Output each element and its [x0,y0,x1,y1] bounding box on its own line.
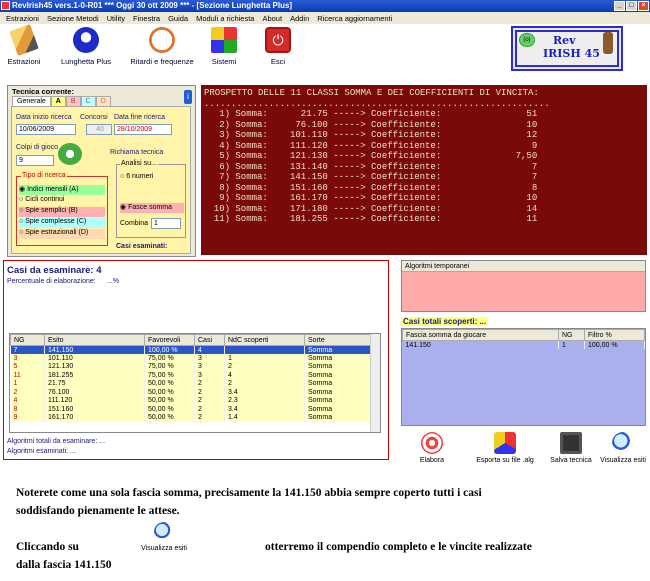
note-line-1: Noterete come una sola fascia somma, precisamente la 141.150 abbia sempre coperto tutti i casi [16,487,482,499]
title-bar [0,0,650,12]
inline-visualizza-esiti: Visualizza esiti [138,522,190,552]
data-fine-field[interactable]: 28/10/2009 [114,124,172,135]
lottery-icon [73,27,99,53]
tab-b[interactable]: B [66,96,81,106]
prospetto-console [201,85,647,255]
col-esito[interactable]: Esito [45,335,145,346]
algo-totali: Algoritmi totali da esaminare: ... [7,438,106,445]
menu-moduli[interactable]: Moduli a richiesta [196,13,255,23]
prospetto-row: 2) Somma: 76.100 -----> Coefficiente: 10 [219,119,538,130]
note-line-2: soddisfando pienamente le attese. [16,505,180,517]
tecnica-inner [11,106,191,254]
lunghetta-plus-button[interactable]: Lunghetta Plus [56,27,116,66]
grid-icon [211,27,237,53]
tipo-indici-mensili[interactable]: ◉ Indici mensili (A) [19,185,105,195]
scoperti-grid[interactable] [401,328,646,426]
close-button[interactable]: × [638,1,649,11]
ritardi-frequenze-button[interactable]: Ritardi e frequenze [124,27,200,66]
algo-esaminati: Algoritmi esaminati: ... [7,448,76,455]
salva-tecnica-button[interactable]: Salva tecnica [546,432,596,464]
export-icon [494,432,516,454]
combina-select[interactable]: 1 [151,218,181,229]
app-icon [1,1,10,10]
esiti-grid[interactable] [9,333,381,433]
prospetto-row: 4) Somma: 111.120 -----> Coefficiente: 9 [219,140,538,151]
visualizza-esiti-button[interactable]: Visualizza esiti [598,432,648,464]
menu-estrazioni[interactable]: Estrazioni [6,13,39,23]
pencil-icon [9,24,39,56]
info-icon[interactable]: i [184,90,192,104]
data-fine-label: Data fine ricerca [114,114,165,121]
menu-bar [0,12,650,24]
colpi-select[interactable]: 9 [16,155,54,166]
table-row[interactable]: 9 161.170 50,00 % 2 1.4 Somma [11,414,380,423]
sistemi-button[interactable]: Sistemi [204,27,244,66]
richiama-label[interactable]: Richiama tecnica [110,149,164,156]
grid-scrollbar[interactable] [370,334,380,432]
menu-finestra[interactable]: Finestra [132,13,161,23]
note-line-5: dalla fascia 141.150 [16,559,112,571]
prospetto-row: 3) Somma: 101.110 -----> Coefficiente: 12 [219,130,538,140]
prospetto-row: 6) Somma: 131.140 -----> Coefficiente: 7 [219,161,538,172]
colpi-label: Colpi di gioco [16,144,59,151]
table-row[interactable]: 7 141.150 100,00 % 4 Somma [11,346,380,355]
tipo-spie-complesse[interactable]: ○ Spie complesse (C) [19,218,105,228]
table-row[interactable]: 8 151.160 50,00 % 2 3.4 Somma [11,405,380,414]
prospetto-row: 8) Somma: 151.160 -----> Coefficiente: 8 [219,182,538,193]
menu-utility[interactable]: Utility [106,13,125,23]
prospetto-row: 5) Somma: 121.130 -----> Coefficiente: 7,50 [219,151,538,161]
prospetto-rows [204,109,644,225]
estrazioni-button[interactable]: Estrazioni [4,27,44,66]
menu-sezione-metodi[interactable]: Sezione Metodi [46,13,99,23]
tab-generale[interactable]: Generale [12,96,51,106]
maximize-button[interactable]: □ [626,1,637,11]
esci-button[interactable]: ⏻ Esci [260,27,296,66]
menu-about[interactable]: About [262,13,283,23]
table-row[interactable]: 3 101.110 75,00 % 3 1 Somma [11,354,380,363]
data-inizio-field[interactable]: 10/06/2009 [16,124,76,135]
prospetto-dots: ................................................................ [204,98,550,109]
radio-6-numeri[interactable]: ○ 6 numeri [120,173,154,180]
tab-c[interactable]: C [81,96,96,106]
percentuale-label: Percentuale di elaborazione: [7,278,96,285]
scoperti-row[interactable]: 141.150 1 100,00 % [403,341,645,350]
table-row[interactable]: 1 21.75 50,00 % 2 2 Somma [11,380,380,389]
col-filtro[interactable]: Filtro % [585,330,645,341]
window-title: RevIrish45 vers.1-0-R01 *** Oggi 30 ott 2009 *** - [Sezione Lunghetta Plus] [12,1,293,10]
table-row[interactable]: 4 111.120 50,00 % 2 2.3 Somma [11,397,380,406]
combina-label: Combina [120,220,149,227]
tipo-spie-estrazionali[interactable]: ○ Spie estrazionali (D) [19,229,105,239]
scoperti-title: Casi totali scoperti: ... [403,317,487,326]
col-scop-ng[interactable]: NG [559,330,585,341]
minimize-button[interactable]: _ [614,1,625,11]
menu-ricerca-aggiornamenti[interactable]: Ricerca aggiornamenti [317,13,393,23]
algoritmi-temporanei-panel [401,260,646,312]
col-casi[interactable]: Casi [195,335,225,346]
casi-panel [3,260,389,460]
col-sorte[interactable]: Sorte [305,335,380,346]
prospetto-row: 1) Somma: 21.75 -----> Coefficiente: 51 [219,109,538,119]
data-inizio-label: Data inizio ricerca [16,114,72,121]
richiama-icon[interactable] [58,143,82,165]
tecnica-title: Tecnica corrente: [12,87,74,96]
casi-esaminati-label: Casi esaminati: [116,243,168,250]
note-line-3: Cliccando su [16,541,79,553]
prospetto-row: 7) Somma: 141.150 -----> Coefficiente: 7 [219,172,538,182]
percentuale-value: ...% [107,278,120,285]
table-row[interactable]: 11 181.255 75,00 % 3 4 Somma [11,371,380,380]
col-favorevoli[interactable]: Favorevoli [145,335,195,346]
algoritmi-header: Algoritmi temporanei [402,261,645,272]
power-icon: ⏻ [265,27,291,53]
menu-guida[interactable]: Guida [168,13,189,23]
note-line-4: otterremo il compendio completo e le vincite realizzate [265,541,532,553]
target-icon [421,432,443,454]
tab-a[interactable]: A [51,96,66,106]
concorsi-field: 40 [86,124,112,135]
col-ndc[interactable]: NdC scoperti [225,335,305,346]
col-ng[interactable]: NG [11,335,45,346]
clock-icon [149,27,175,53]
tipo-spie-semplici[interactable]: ○ Spie semplici (B) [19,207,105,217]
tab-d[interactable]: D [96,96,111,106]
magnifier-icon [612,432,634,454]
prospetto-row: 10) Somma: 171.180 -----> Coefficiente: 14 [213,203,538,214]
concorsi-label: Concorsi [80,114,108,121]
magnifier-icon [154,522,174,542]
analisi-group: Analisi su... ○ 6 numeri ◉ Fasce somma Combina 1 [116,164,186,238]
prospetto-row: 9) Somma: 161.170 -----> Coefficiente: 10 [219,193,538,203]
prospetto-title: PROSPETTO DELLE 11 CLASSI SOMMA E DEI COEFFICIENTI DI VINCITA: [204,88,539,98]
tecnica-panel [7,85,196,257]
elabora-button[interactable]: Elabora [412,432,452,464]
menu-addin[interactable]: Addin [290,13,310,23]
col-fascia[interactable]: Fascia somma da giocare [403,330,559,341]
tipo-ricerca-group: Tipo di ricerca ◉ Indici mensili (A) ○ Cicli continui ○ Spie semplici (B) ○ Spie complesse (C) ○ Spie estrazionali (D) [16,176,108,246]
esporta-button[interactable]: Esporta su file .alg [470,432,540,464]
table-row[interactable]: 2 76.100 50,00 % 2 3.4 Somma [11,388,380,397]
radio-fasce-somma[interactable]: ◉ Fasce somma [120,203,184,213]
rev-irish-logo: (o) Rev IRISH 45 [511,26,623,71]
table-row[interactable]: 5 121.130 75,00 % 3 2 Somma [11,363,380,372]
save-icon [560,432,582,454]
tipo-cicli-continui[interactable]: ○ Cicli continui [19,196,65,203]
casi-title: Casi da esaminare: 4 [7,265,102,276]
prospetto-row: 11) Somma: 181.255 -----> Coefficiente: 11 [213,214,538,224]
